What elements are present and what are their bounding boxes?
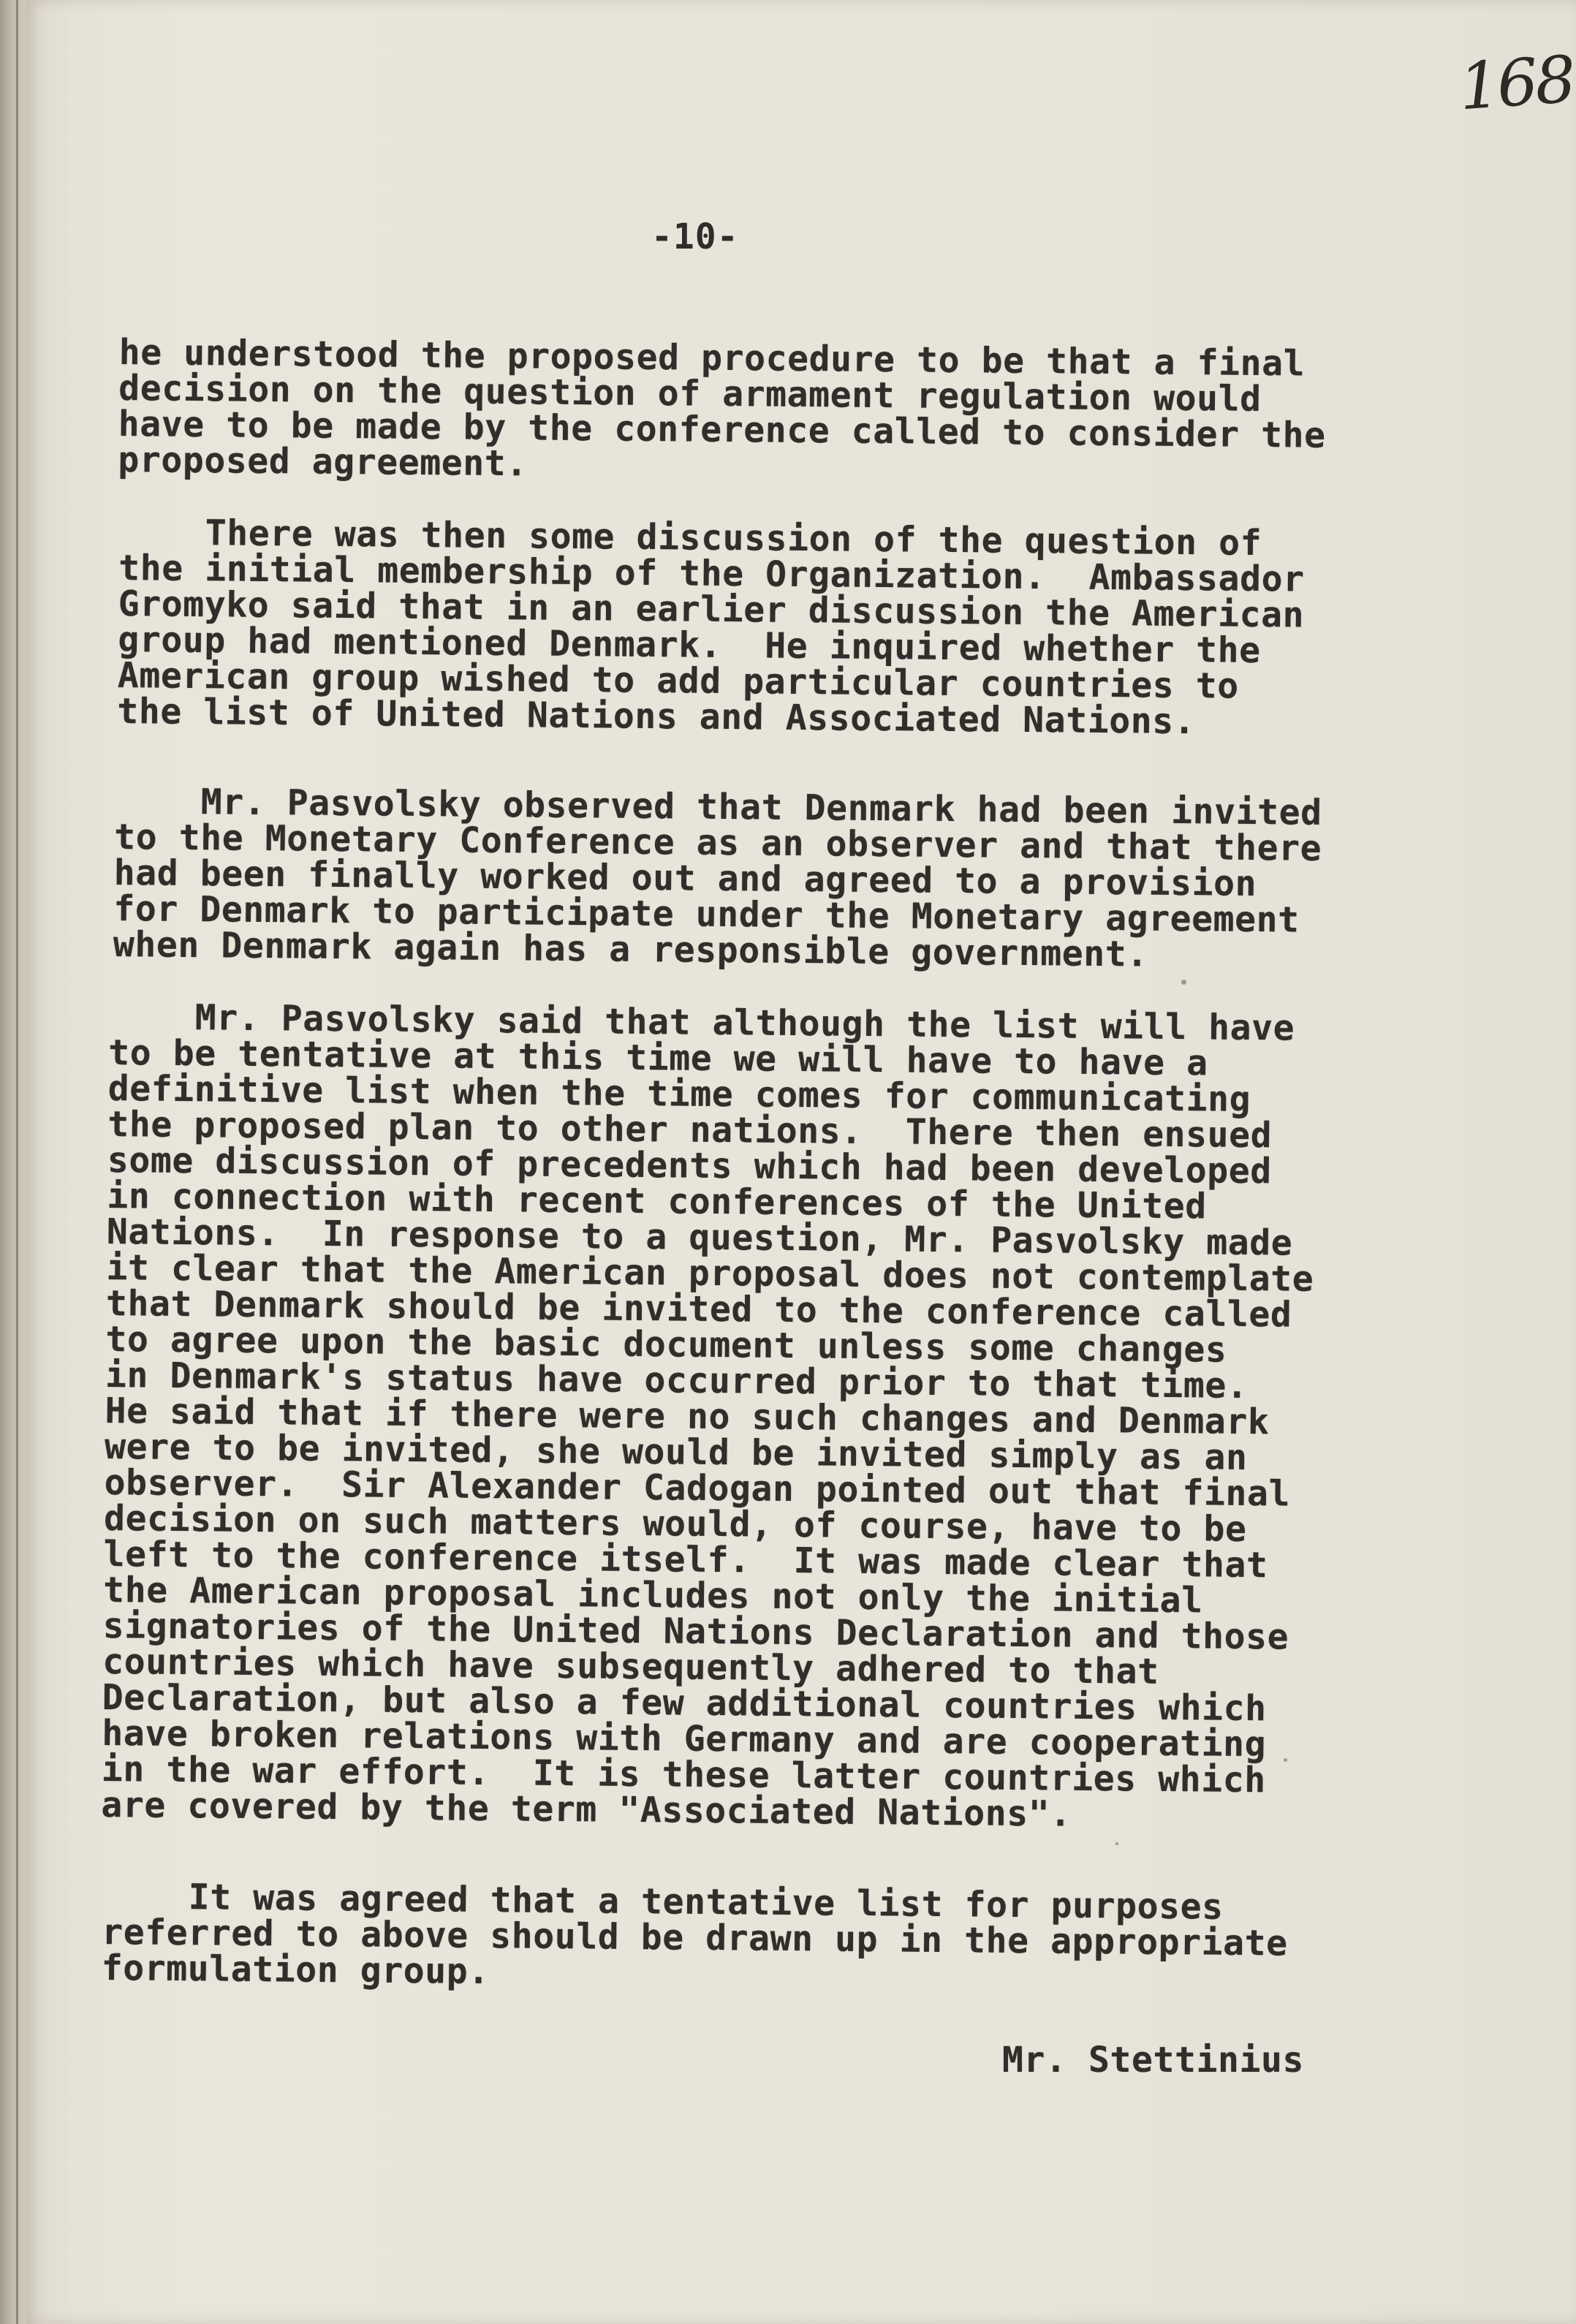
- binding-edge: [0, 0, 26, 2324]
- typed-page-number: -10-: [651, 216, 739, 257]
- paragraph-3: Mr. Pasvolsky observed that Denmark had been invited to the Monetary Conference as an observer and that there had been finally worked out and agreed to a provision for Denmark to participate under the Monetary agreement when Denmark again has a responsible government.: [113, 781, 1322, 975]
- handwritten-page-number: 168: [1456, 41, 1576, 125]
- binding-line: [16, 0, 18, 2324]
- paper-speck: [1284, 1758, 1287, 1762]
- paper-speck: [1181, 980, 1186, 985]
- paragraph-4: Mr. Pasvolsky said that although the list will have to be tentative at this time we will have to have a definitive list when the time comes for communicating the proposed plan to other nations. There then ensued some discussion of precedents which had been developed in connection with recent conferences of the United Nations. In response to a question, Mr. Pasvolsky made it clear that the American proposal does not contemplate that Denmark should be invited to the conference called to agree upon the basic document unless some changes in Denmark's status have occurred prior to that time. He said that if there were no such changes and Denmark were to be invited, she would be invited simply as an observer. Sir Alexander Cadogan pointed out that final decision on such matters would, of course, have to be left to the conference itself. It was made clear that the American proposal includes not only the initial signatories of the United Nations Declaration and those countries which have subsequently adhered to that Declaration, but also a few additional countries which have broken relations with Germany and are cooperating in the war effort. It is these latter countries which are covered by the term "Associated Nations".: [101, 996, 1314, 1835]
- paragraph-1: he understood the proposed procedure to be that a final decision on the question of armament regulation would have to be made by the conference called to consider the proposed agreement.: [118, 332, 1326, 485]
- signature-line: Mr. Stettinius: [1002, 2040, 1304, 2081]
- paragraph-2: There was then some discussion of the question of the initial membership of the Organization. Ambassador Gromyko said that in an earlier discussion the American group had mentioned Denmark. He inquired whether the American group wished to add particular countries to the list of United Nations and Associated Nations.: [117, 512, 1305, 743]
- document-page: [26, 0, 1576, 2324]
- paragraph-5: It was agreed that a tentative list for purposes referred to above should be drawn up in the appropriate formulation group.: [101, 1876, 1288, 1993]
- paper-speck: [1115, 1842, 1118, 1845]
